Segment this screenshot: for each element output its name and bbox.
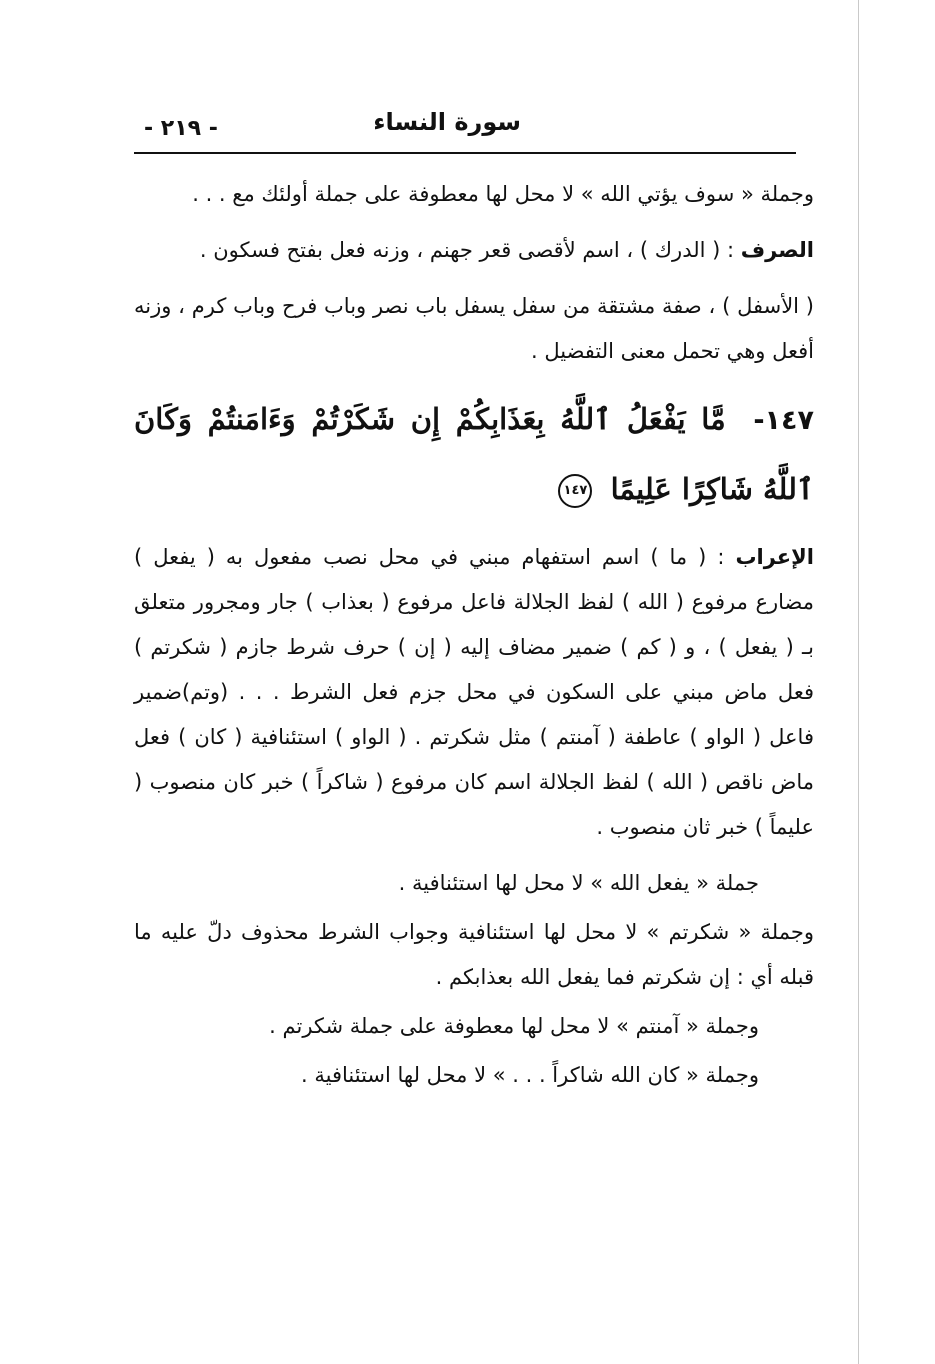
jumla-yafal: جملة « يفعل الله » لا محل لها استئنافية . xyxy=(398,871,759,895)
page-body xyxy=(134,172,814,1102)
paragraph-irab xyxy=(134,535,814,850)
jumla-kana: وجملة « كان الله شاكراً . . . » لا محل لها استئنافية . xyxy=(301,1063,759,1087)
page-number: - ٢١٩ - xyxy=(144,116,218,141)
ayah-end-marker: ١٤٧ xyxy=(558,474,592,508)
irab-text: : ( ما ) اسم استفهام مبني في محل نصب مفعول به ( يفعل ) مضارع مرفوع ( الله ) لفظ الجلالة فاعل مرفوع ( بعذاب ) جار ومجرور متعلق بـ ( يفعل ) ، و ( كم ) ضمير مضاف إليه ( إن ) حرف شرط جازم ( شكرتم ) فعل ماض مبني على السكون في محل جزم فعل الشرط . . . (وتم)ضمير فاعل ( الواو ) عاطفة ( آمنتم ) مثل شكرتم . ( الواو ) استئنافية ( كان ) فعل ماض ناقص ( الله ) لفظ الجلالة اسم كان مرفوع ( شاكراً ) خبر كان منصوب ( عليماً ) خبر ثان منصوب . xyxy=(134,545,814,839)
sarf-text: : ( الدرك ) ، اسم لأقصى قعر جهنم ، وزنه فعل بفتح فسكون . xyxy=(199,238,735,262)
page-edge-line xyxy=(858,0,859,1364)
paragraph-sarf xyxy=(134,228,814,273)
quran-verse xyxy=(134,385,814,523)
jumla-shakartum: وجملة « شكرتم » لا محل لها استئنافية وجواب الشرط محذوف دلّ عليه ما قبله أي : إن شكرتم فما يفعل الله بعذابكم . xyxy=(134,920,814,989)
irab-heading: الإعراب xyxy=(735,545,814,569)
sarf-heading: الصرف xyxy=(740,238,814,262)
paragraph-asfal: ( الأسفل ) ، صفة مشتقة من سفل يسفل باب نصر وباب فرح وباب كرم ، وزنه أفعل وهي تحمل معنى التفضيل . xyxy=(134,294,814,363)
page-header xyxy=(134,104,796,154)
surah-title: سورة النساء xyxy=(373,108,521,136)
verse-text: مَّا يَفْعَلُ ٱللَّهُ بِعَذَابِكُمْ إِن شَكَرْتُمْ وَءَامَنتُمْ وَكَانَ ٱللَّهُ شَاكِرًا عَلِيمًا xyxy=(134,402,814,506)
jumla-amantum: وجملة « آمنتم » لا محل لها معطوفة على جملة شكرتم . xyxy=(269,1014,759,1038)
paragraph-jumla-sawfa: وجملة « سوف يؤتي الله » لا محل لها معطوفة على جملة أولئك مع . . . xyxy=(192,182,814,206)
verse-number: ١٤٧- xyxy=(753,405,814,436)
